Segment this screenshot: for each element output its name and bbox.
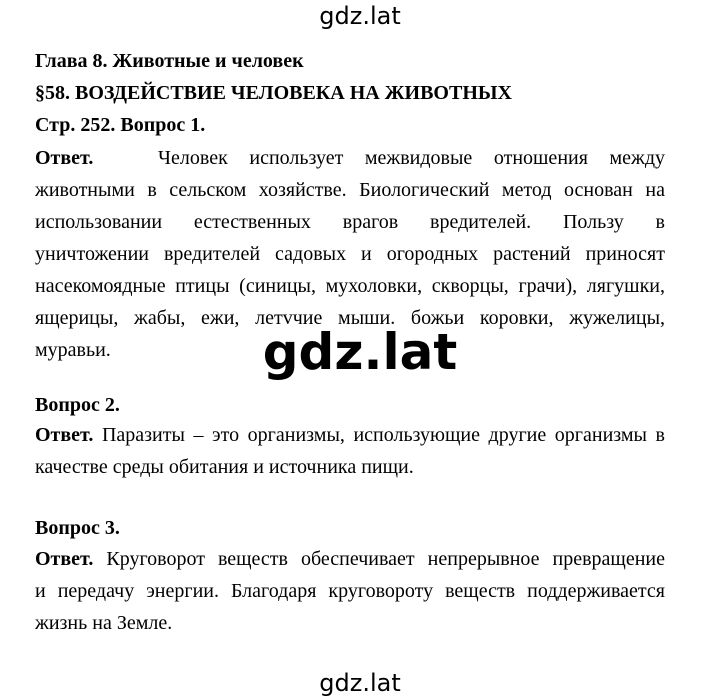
question-1-heading: Стр. 252. Вопрос 1. <box>35 114 206 136</box>
answer-2 <box>35 419 665 483</box>
answer-label: Ответ. <box>35 548 94 570</box>
section-title: §58. ВОЗДЕЙСТВИЕ ЧЕЛОВЕКА НА ЖИВОТНЫХ <box>35 82 512 104</box>
chapter-title: Глава 8. Животные и человек <box>35 50 304 72</box>
answer-1-line: муравьи. <box>35 339 111 361</box>
answer-1-line: насекомоядные птицы (синицы, мухоловки, скворцы, грачи), лягушки, <box>35 275 665 297</box>
answer-2-line: Ответ. Паразиты – это организмы, использующие другие организмы в <box>35 424 665 446</box>
answer-label: Ответ. <box>35 147 94 169</box>
watermark-top: gdz.lat <box>319 2 401 30</box>
answer-1-line: уничтожении вредителей садовых и огородных растений приносят <box>35 243 665 265</box>
question-2-heading: Вопрос 2. <box>35 394 120 416</box>
answer-3 <box>35 543 665 639</box>
answer-3-line: и передачу энергии. Благодаря круговороту веществ поддерживается <box>35 580 665 602</box>
answer-2-line: качестве среды обитания и источника пищи. <box>35 456 414 478</box>
answer-1-line: использовании естественных врагов вредителей. Пользу в <box>35 211 665 233</box>
answer-1-line: Ответ. Человек использует межвидовые отношения между <box>35 147 665 169</box>
answer-label: Ответ. <box>35 424 94 446</box>
answer-3-line: Ответ. Круговорот веществ обеспечивает непрерывное превращение <box>35 548 665 570</box>
watermark-middle: gdz.lat <box>262 323 458 381</box>
answer-3-line: жизнь на Земле. <box>35 612 173 634</box>
answer-1-line: животными в сельском хозяйстве. Биологический метод основан на <box>35 179 665 201</box>
answer-1-line: ящерицы, жабы, ежи, летvчие мыши. божьи коровки, жужелицы, <box>35 307 665 329</box>
watermark-bottom: gdz.lat <box>319 669 401 697</box>
question-3-heading: Вопрос 3. <box>35 517 120 539</box>
